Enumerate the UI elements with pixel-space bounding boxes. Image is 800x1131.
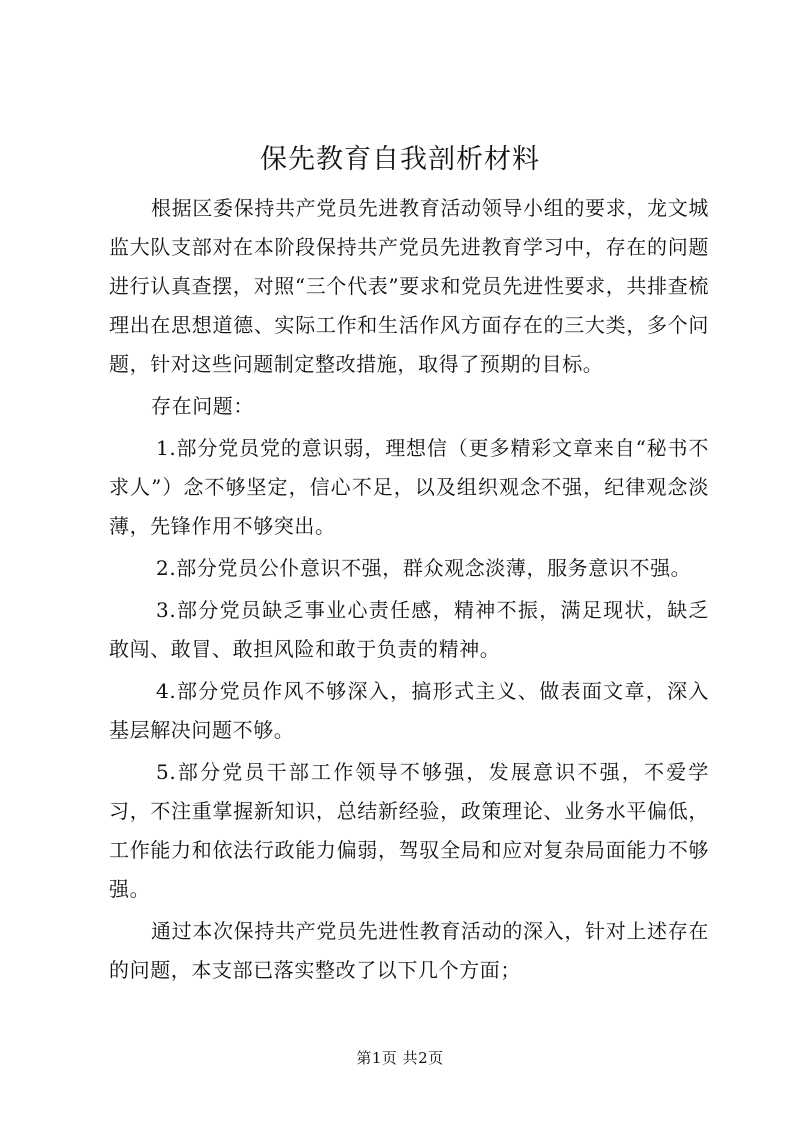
paragraph-issue-2: 2.部分党员公仆意识不强，群众观念淡薄，服务意识不强。 (156, 556, 692, 580)
paragraph-conclusion: 通过本次保持共产党员先进性教育活动的深入，针对上述存在的问题，本支部已落实整改了以下几个方面； (109, 919, 709, 982)
paragraph-issues-heading: 存在问题： (151, 394, 254, 418)
paragraph-issue-5: 5.部分党员干部工作领导不够强，发展意识不强，不爱学习，不注重掌握新知识，总结新经验，政策理论、业务水平偏低，工作能力和依法行政能力偏弱，驾驭全局和应对复杂局面能力不够强。 (109, 760, 709, 901)
page-number-footer: 第1页 共2页 (356, 1049, 444, 1067)
document-body (109, 189, 709, 993)
paragraph-issue-1: 1.部分党员党的意识弱，理想信（更多精彩文章来自“秘书不求人”）念不够坚定，信心不足，以及组织观念不强，纪律观念淡薄，先锋作用不够突出。 (109, 436, 709, 538)
paragraph-issue-3: 3.部分党员缺乏事业心责任感，精神不振，满足现状，缺乏敢闯、敢冒、敢担风险和敢于负责的精神。 (109, 598, 709, 661)
paragraph-issue-4: 4.部分党员作风不够深入，搞形式主义、做表面文章，深入基层解决问题不够。 (109, 679, 709, 742)
paragraph-intro: 根据区委保持共产党员先进教育活动领导小组的要求，龙文城监大队支部对在本阶段保持共产党员先进教育学习中，存在的问题进行认真查摆，对照“三个代表”要求和党员先进性要求，共排查梳理出在思想道德、实际工作和生活作风方面存在的三大类，多个问题，针对这些问题制定整改措施，取得了预期的目标。 (109, 196, 709, 376)
document-title: 保先教育自我剖析材料 (260, 144, 540, 175)
